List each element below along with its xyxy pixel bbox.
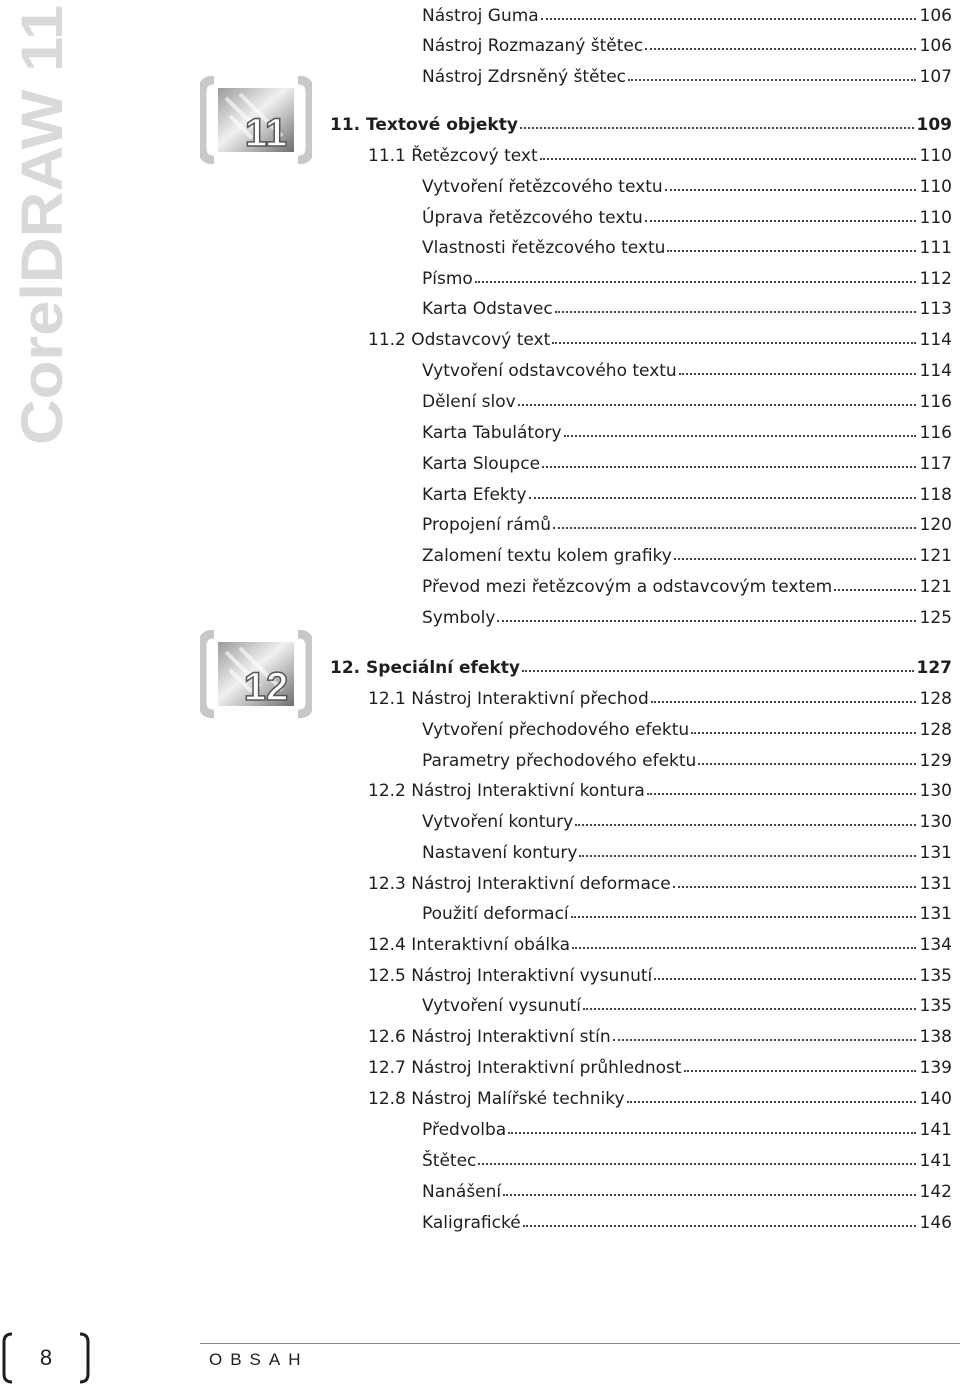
toc-leader-dots	[645, 48, 916, 50]
toc-entry-page: 110	[919, 177, 952, 197]
toc-leader-dots	[542, 466, 916, 468]
toc-leader-dots	[520, 127, 914, 129]
toc-leader-dots	[628, 79, 916, 81]
toc-section-row[interactable]	[368, 1021, 952, 1047]
toc-subsection-row[interactable]	[422, 232, 952, 258]
toc-leader-dots	[575, 824, 916, 826]
toc-entry-label: 12.1 Nástroj Interaktivní přechod	[368, 689, 649, 709]
toc-leader-dots	[478, 1163, 916, 1165]
toc-entry-label: Vytvoření vysunutí	[422, 996, 582, 1016]
toc-entry-label: Vytvoření řetězcového textu	[422, 177, 663, 197]
toc-subsection-row[interactable]	[422, 448, 952, 474]
toc-entry-label: 12.6 Nástroj Interaktivní stín	[368, 1027, 611, 1047]
toc-entry-label: Kaligrafické	[422, 1213, 521, 1233]
toc-subsection-row[interactable]	[422, 540, 952, 566]
toc-entry-page: 117	[919, 454, 952, 474]
toc-subsection-row[interactable]	[422, 293, 952, 319]
toc-leader-dots	[571, 916, 916, 918]
toc-entry-page: 110	[919, 208, 952, 228]
toc-entry-page: 141	[919, 1120, 952, 1140]
toc-leader-dots	[613, 1039, 916, 1041]
toc-entry-page: 131	[919, 843, 952, 863]
toc-entry-label: 12.7 Nástroj Interaktivní průhlednost	[368, 1058, 682, 1078]
toc-entry-label: Propojení rámů	[422, 515, 551, 535]
toc-entry-page: 130	[919, 812, 952, 832]
toc-subsection-row[interactable]	[422, 745, 952, 771]
toc-entry-page: 128	[919, 689, 952, 709]
toc-entry-label: Nástroj Guma	[422, 6, 539, 26]
toc-leader-dots	[508, 1132, 916, 1134]
chapter-12-badge	[200, 630, 312, 718]
toc-entry-page: 114	[919, 361, 952, 381]
toc-entry-label: 11.1 Řetězcový text	[368, 146, 538, 166]
toc-section-row[interactable]	[368, 929, 952, 955]
toc-leader-dots	[475, 281, 916, 283]
toc-entry-label: 12.2 Nástroj Interaktivní kontura	[368, 781, 645, 801]
toc-leader-dots	[627, 1101, 916, 1103]
section-label: OBSAH	[209, 1350, 309, 1369]
chapter-11-badge	[200, 76, 312, 164]
toc-entry-page: 146	[919, 1213, 952, 1233]
toc-leader-dots	[518, 404, 916, 406]
toc-subsection-row[interactable]	[422, 898, 952, 924]
toc-entry-label: Parametry přechodového efektu	[422, 751, 697, 771]
toc-entry-label: Nanášení	[422, 1182, 502, 1202]
toc-section-row[interactable]	[368, 1052, 952, 1078]
toc-subsection-row[interactable]	[422, 30, 952, 56]
toc-entry-page: 106	[919, 6, 952, 26]
toc-section-row[interactable]	[368, 960, 952, 986]
toc-entry-label: Karta Sloupce	[422, 454, 541, 474]
toc-subsection-row[interactable]	[422, 837, 952, 863]
toc-leader-dots	[679, 373, 916, 375]
toc-entry-label: Štětec	[422, 1151, 477, 1171]
toc-entry-label: Vlastnosti řetězcového textu	[422, 238, 666, 258]
toc-entry-page: 142	[919, 1182, 952, 1202]
toc-entry-page: 131	[919, 904, 952, 924]
toc-section-row[interactable]	[368, 868, 952, 894]
toc-leader-dots	[698, 763, 916, 765]
toc-entry-label: Písmo	[422, 269, 473, 289]
toc-entry-label: Karta Efekty	[422, 485, 527, 505]
toc-entry-label: 12.8 Nástroj Malířské techniky	[368, 1089, 625, 1109]
toc-chapter-row[interactable]	[330, 109, 952, 135]
toc-leader-dots	[583, 1008, 916, 1010]
toc-entry-page: 110	[919, 146, 952, 166]
side-title-text: CorelDRAW 11	[10, 42, 70, 445]
toc-entry-page: 135	[919, 966, 952, 986]
toc-chapter-row[interactable]	[330, 652, 952, 678]
toc-subsection-row[interactable]	[422, 355, 952, 381]
toc-subsection-row[interactable]	[422, 509, 952, 535]
toc-leader-dots	[665, 189, 916, 191]
toc-entry-label: 12. Speciální efekty	[330, 658, 520, 678]
toc-entry-page: 107	[919, 67, 952, 87]
toc-entry-page: 109	[916, 115, 952, 135]
toc-leader-dots	[654, 978, 916, 980]
toc-entry-page: 111	[919, 238, 952, 258]
toc-leader-dots	[529, 497, 917, 499]
side-title-graphic	[10, 0, 70, 450]
toc-entry-label: 12.4 Interaktivní obálka	[368, 935, 571, 955]
toc-entry-label: Symboly	[422, 608, 496, 628]
chapter-badge-graphic	[200, 76, 312, 164]
toc-entry-page: 129	[919, 751, 952, 771]
toc-entry-label: Karta Tabulátory	[422, 423, 562, 443]
toc-entry-page: 134	[919, 935, 952, 955]
toc-entry-label: Vytvoření odstavcového textu	[422, 361, 677, 381]
toc-entry-page: 121	[919, 546, 952, 566]
toc-leader-dots	[834, 589, 916, 591]
toc-subsection-row[interactable]	[422, 806, 952, 832]
toc-entry-label: Vytvoření kontury	[422, 812, 574, 832]
toc-section-row[interactable]	[368, 683, 952, 709]
toc-subsection-row[interactable]	[422, 1145, 952, 1171]
toc-entry-label: Dělení slov	[422, 392, 516, 412]
footer-divider	[200, 1343, 960, 1344]
toc-subsection-row[interactable]	[422, 479, 952, 505]
toc-subsection-row[interactable]	[422, 202, 952, 228]
toc-subsection-row[interactable]	[422, 1176, 952, 1202]
toc-subsection-row[interactable]	[422, 602, 952, 628]
toc-entry-label: 12.5 Nástroj Interaktivní vysunutí	[368, 966, 653, 986]
toc-leader-dots	[564, 435, 916, 437]
toc-leader-dots	[673, 886, 916, 888]
toc-leader-dots	[691, 732, 916, 734]
toc-leader-dots	[553, 527, 916, 529]
toc-entry-label: Nástroj Rozmazaný štětec	[422, 36, 644, 56]
chapter-11-number: 11	[244, 111, 288, 155]
toc-section-row[interactable]	[368, 324, 952, 350]
toc-entry-label: Použití deformací	[422, 904, 569, 924]
toc-entry-page: 113	[919, 299, 952, 319]
toc-entry-label: Nastavení kontury	[422, 843, 578, 863]
side-title	[10, 0, 70, 450]
toc-section-row[interactable]	[368, 140, 952, 166]
toc-leader-dots	[540, 158, 916, 160]
toc-leader-dots	[541, 18, 916, 20]
toc-entry-label: 12.3 Nástroj Interaktivní deformace	[368, 874, 671, 894]
page-number: 8	[39, 1345, 53, 1370]
toc-entry-label: Karta Odstavec	[422, 299, 553, 319]
toc-subsection-row[interactable]	[422, 1207, 952, 1233]
toc-leader-dots	[579, 855, 916, 857]
toc-entry-page: 135	[919, 996, 952, 1016]
toc-leader-dots	[523, 1225, 916, 1227]
toc-entry-page: 141	[919, 1151, 952, 1171]
toc-subsection-row[interactable]	[422, 386, 952, 412]
toc-entry-page: 139	[919, 1058, 952, 1078]
toc-entry-page: 114	[919, 330, 952, 350]
toc-section-row[interactable]	[368, 775, 952, 801]
toc-subsection-row[interactable]	[422, 61, 952, 87]
toc-entry-page: 106	[919, 36, 952, 56]
chapter-12-number: 12	[243, 665, 289, 709]
toc-leader-dots	[667, 250, 916, 252]
toc-leader-dots	[645, 220, 916, 222]
toc-entry-page: 125	[919, 608, 952, 628]
toc-leader-dots	[503, 1194, 916, 1196]
toc-entry-label: Zalomení textu kolem grafiky	[422, 546, 672, 566]
toc-subsection-row[interactable]	[422, 263, 952, 289]
chapter-badge-graphic	[200, 630, 312, 718]
toc-entry-page: 121	[919, 577, 952, 597]
toc-leader-dots	[497, 620, 916, 622]
toc-subsection-row[interactable]	[422, 571, 952, 597]
toc-entry-label: Předvolba	[422, 1120, 507, 1140]
toc-entry-page: 127	[916, 658, 952, 678]
toc-subsection-row[interactable]	[422, 714, 952, 740]
toc-entry-page: 120	[919, 515, 952, 535]
toc-entry-label: 11.2 Odstavcový text	[368, 330, 551, 350]
toc-leader-dots	[674, 558, 916, 560]
toc-entry-page: 140	[919, 1089, 952, 1109]
toc-entry-page: 138	[919, 1027, 952, 1047]
toc-entry-label: 11. Textové objekty	[330, 115, 518, 135]
toc-entry-label: Nástroj Zdrsněný štětec	[422, 67, 627, 87]
toc-leader-dots	[522, 670, 914, 672]
toc-subsection-row[interactable]	[422, 171, 952, 197]
toc-entry-page: 131	[919, 874, 952, 894]
toc-entry-page: 128	[919, 720, 952, 740]
toc-entry-page: 130	[919, 781, 952, 801]
toc-subsection-row[interactable]	[422, 0, 952, 26]
toc-entry-page: 118	[919, 485, 952, 505]
toc-leader-dots	[684, 1070, 916, 1072]
toc-entry-page: 112	[919, 269, 952, 289]
toc-leader-dots	[552, 342, 916, 344]
toc-subsection-row[interactable]	[422, 417, 952, 443]
toc-entry-label: Vytvoření přechodového efektu	[422, 720, 690, 740]
toc-leader-dots	[647, 793, 916, 795]
toc-leader-dots	[555, 311, 916, 313]
toc-entry-label: Převod mezi řetězcovým a odstavcovým textem	[422, 577, 833, 597]
toc-subsection-row[interactable]	[422, 990, 952, 1016]
toc-leader-dots	[651, 701, 916, 703]
toc-leader-dots	[572, 947, 916, 949]
toc-subsection-row[interactable]	[422, 1114, 952, 1140]
toc-entry-page: 116	[919, 423, 952, 443]
toc-section-row[interactable]	[368, 1083, 952, 1109]
toc-entry-label: Úprava řetězcového textu	[422, 208, 643, 228]
toc-entry-page: 116	[919, 392, 952, 412]
